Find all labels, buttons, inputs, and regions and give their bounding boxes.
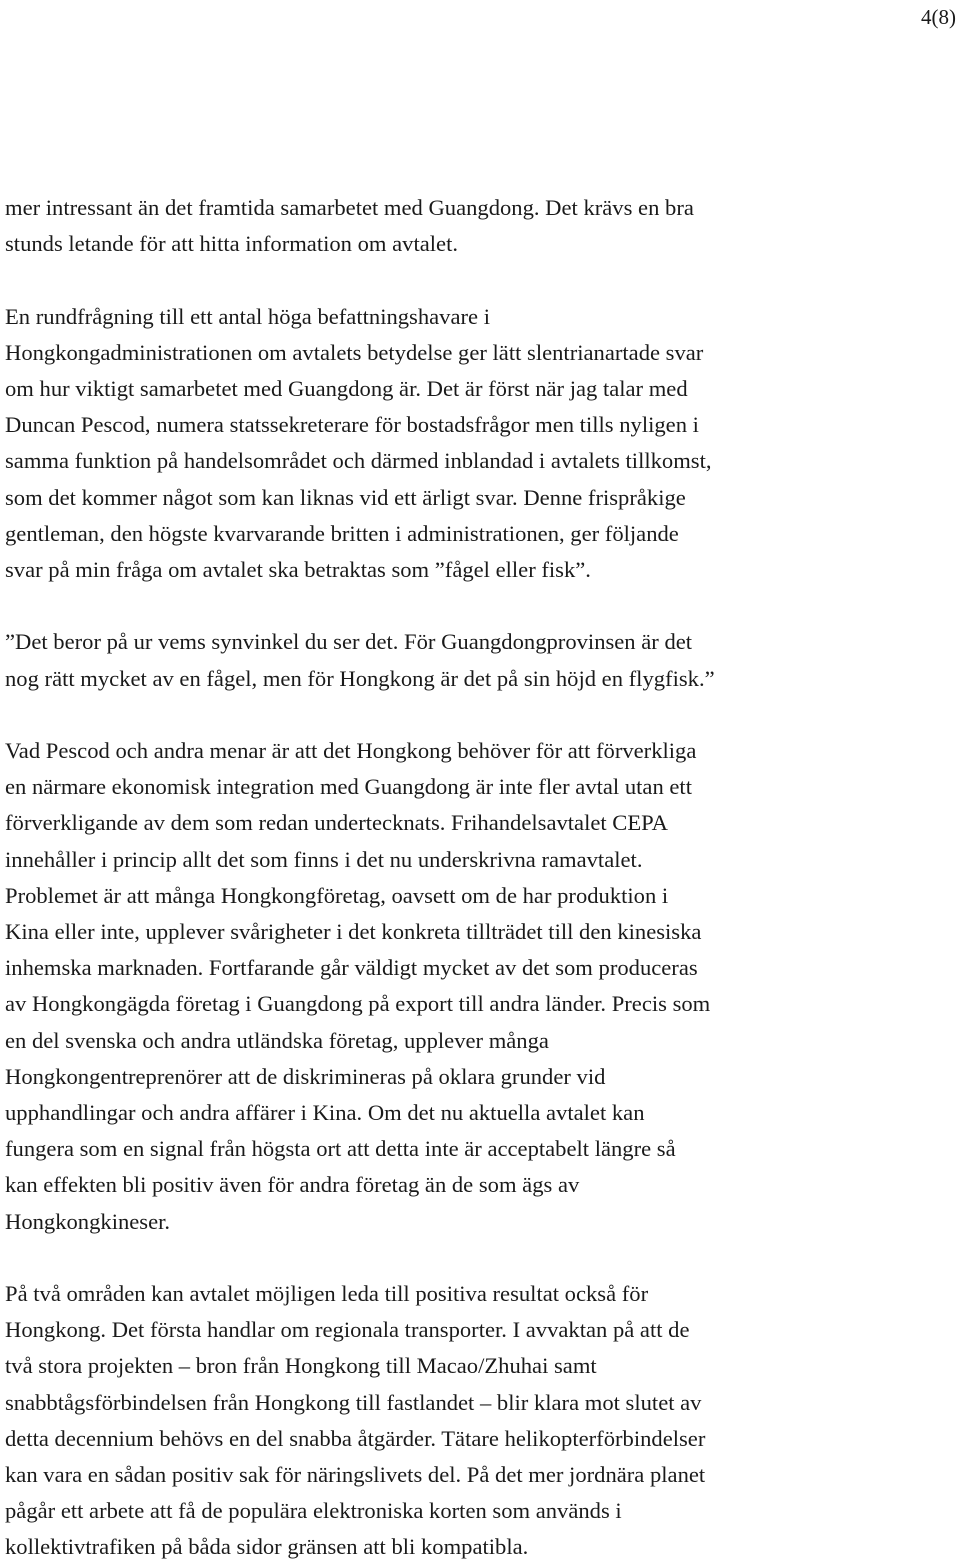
text-line: Kina eller inte, upplever svårigheter i det konkreta tillträdet till den kinesiska [5,919,702,945]
document-body [5,190,855,1566]
paragraph-1 [5,190,855,262]
text-line: ”Det beror på ur vems synvinkel du ser det. För Guangdongprovinsen är det [5,629,693,655]
text-line: innehåller i princip allt det som finns i det nu underskrivna ramavtalet. [5,846,643,872]
text-line: En rundfrågning till ett antal höga befattningshavare i [5,303,490,329]
text-line: Hongkong. Det första handlar om regionala transporter. I avvaktan på att de [5,1317,690,1343]
text-line: Hongkongentreprenörer att de diskrimineras på oklara grunder vid [5,1063,606,1089]
text-line: Hongkongkineser. [5,1208,171,1234]
text-line: detta decennium behövs en del snabba åtgärder. Tätare helikopterförbindelser [5,1425,706,1451]
paragraph-5 [5,1276,855,1566]
text-line: snabbtågsförbindelsen från Hongkong till fastlandet – blir klara mot slutet av [5,1389,702,1415]
text-line: På två områden kan avtalet möjligen leda till positiva resultat också för [5,1281,649,1307]
text-line: upphandlingar och andra affärer i Kina. Om det nu aktuella avtalet kan [5,1100,645,1126]
text-line: Duncan Pescod, numera statssekreterare för bostadsfrågor men tills nyligen i [5,412,699,438]
text-line: kollektivtrafiken på båda sidor gränsen att bli kompatibla. [5,1534,529,1560]
text-line: gentleman, den högste kvarvarande britten i administrationen, ger följande [5,520,679,546]
paragraph-2 [5,299,855,589]
text-line: som det kommer något som kan liknas vid ett ärligt svar. Denne frispråkige [5,484,686,510]
paragraph-4 [5,733,855,1240]
text-line: nog rätt mycket av en fågel, men för Hongkong är det på sin höjd en flygfisk.” [5,665,715,691]
text-line: samma funktion på handelsområdet och därmed inblandad i avtalets tillkomst, [5,448,712,474]
text-line: förverkligande av dem som redan undertecknats. Frihandelsavtalet CEPA [5,810,668,836]
text-line: kan effekten bli positiv även för andra företag än de som ägs av [5,1172,580,1198]
text-line: två stora projekten – bron från Hongkong till Macao/Zhuhai samt [5,1353,597,1379]
text-line: Vad Pescod och andra menar är att det Hongkong behöver för att förverkliga [5,738,697,763]
text-line: svar på min fråga om avtalet ska betraktas som ”fågel eller fisk”. [5,557,591,583]
text-line: Problemet är att många Hongkongföretag, oavsett om de har produktion i [5,882,669,908]
text-line: stunds letande för att hitta information om avtalet. [5,231,459,257]
text-line: om hur viktigt samarbetet med Guangdong är. Det är först när jag talar med [5,376,688,401]
text-line: av Hongkongägda företag i Guangdong på export till andra länder. Precis som [5,991,711,1017]
text-line: fungera som en signal från högsta ort att detta inte är acceptabelt längre så [5,1136,676,1162]
text-line: kan vara en sådan positiv sak för näringslivets del. På det mer jordnära planet [5,1462,706,1488]
text-line: mer intressant än det framtida samarbetet med Guangdong. Det krävs en bra [5,195,694,220]
text-line: en närmare ekonomisk integration med Guangdong är inte fler avtal utan ett [5,774,692,800]
paragraph-3-quote [5,624,855,696]
text-line: Hongkongadministrationen om avtalets betydelse ger lätt slentrianartade svar [5,339,704,365]
page-number: 4(8) [921,5,956,29]
text-line: pågår ett arbete att få de populära elektroniska korten som används i [5,1498,622,1524]
text-line: en del svenska och andra utländska företag, upplever många [5,1027,549,1053]
text-line: inhemska marknaden. Fortfarande går väldigt mycket av det som produceras [5,955,698,981]
